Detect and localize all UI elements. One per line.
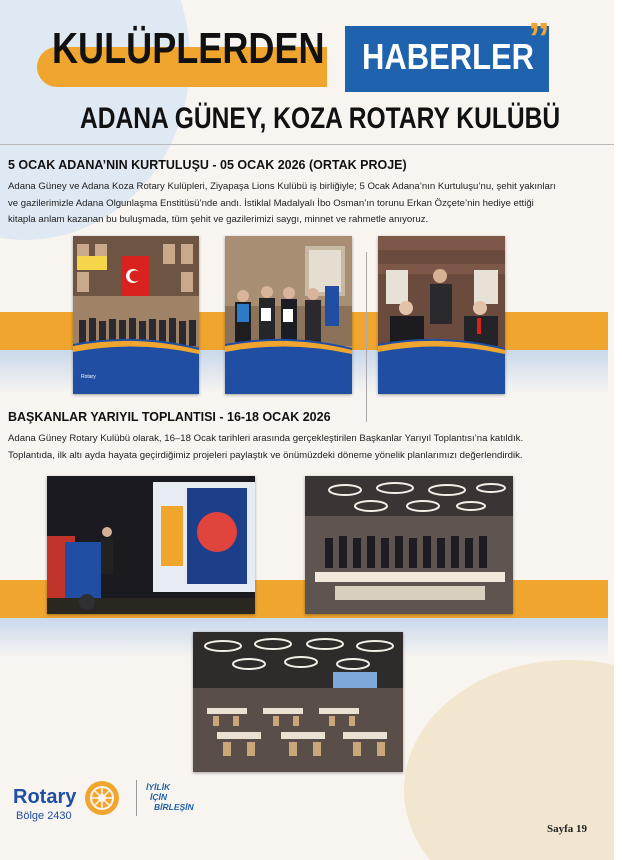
text-line: ve gazilerimizle Adana Olgunlaşma Enstitüsü’nde andı. İstiklal Madalyalı İbo Osman’ın torunu Erkan Özçete’nin hediye ettiği bbox=[8, 197, 534, 209]
divider-line bbox=[366, 252, 367, 422]
text-line: Adana Güney Rotary Kulübü olarak, 16–18 Ocak tarihleri arasında gerçekleştirilen Başkanlar Yarıyıl Toplantısı’na katıldık. bbox=[8, 433, 524, 444]
rotary-wheel-icon bbox=[82, 778, 122, 822]
text-line: Adana Güney ve Adana Koza Rotary Kulüpleri, Ziyapaşa Lions Kulübü iş birliğiyle; 5 Ocak Adana’nın Kurtuluşu’nu, şehit yakınları bbox=[8, 181, 556, 192]
slogan-line: İÇİN bbox=[150, 792, 167, 802]
slogan-line: BİRLEŞİN bbox=[154, 802, 194, 812]
photo-veterans-seated bbox=[378, 236, 505, 394]
section-heading-kurtulus: 5 OCAK ADANA’NIN KURTULUŞU - 05 OCAK 2026 (ORTAK PROJE) bbox=[8, 158, 407, 172]
header-title: KULÜPLERDEN bbox=[52, 24, 325, 73]
text-line: kitapla anlam kazanan bu buluşmada, tüm şehit ve gazilerimizi saygı, minnet ve rahmetle anıyoruz. bbox=[8, 214, 429, 225]
photo-event-hall bbox=[73, 236, 199, 394]
rotary-logo-text: Rotary bbox=[13, 786, 77, 808]
section-text-yariyil bbox=[8, 431, 606, 464]
photo-ballroom-group bbox=[305, 476, 513, 614]
photo-certificate-presentation bbox=[225, 236, 352, 394]
section-text-kurtulus bbox=[8, 179, 606, 229]
district-label: Bölge 2430 bbox=[16, 810, 72, 822]
text-line: Toplantıda, ilk altı ayda hayata geçirdiğimiz projeleri paylaştık ve önümüzdeki döneme yönelik planlarımızı değerlendirdik. bbox=[8, 449, 523, 461]
slogan-line: İYİLİK bbox=[146, 782, 171, 792]
footer-divider bbox=[136, 780, 137, 816]
certificate-logo-text: Rotary bbox=[81, 374, 96, 380]
photo-presentation-stage bbox=[47, 476, 255, 614]
page-number: Sayfa 19 bbox=[547, 823, 588, 835]
photo-meeting-hall bbox=[193, 632, 403, 772]
section-heading-yariyil: BAŞKANLAR YARIYIL TOPLANTISI - 16-18 OCAK 2026 bbox=[8, 410, 331, 424]
club-title: ADANA GÜNEY, KOZA ROTARY KULÜBÜ bbox=[80, 102, 561, 135]
divider bbox=[0, 144, 614, 145]
slogan bbox=[146, 782, 194, 812]
quote-mark: ” bbox=[528, 14, 550, 63]
header-title-highlight: HABERLER bbox=[362, 36, 535, 77]
